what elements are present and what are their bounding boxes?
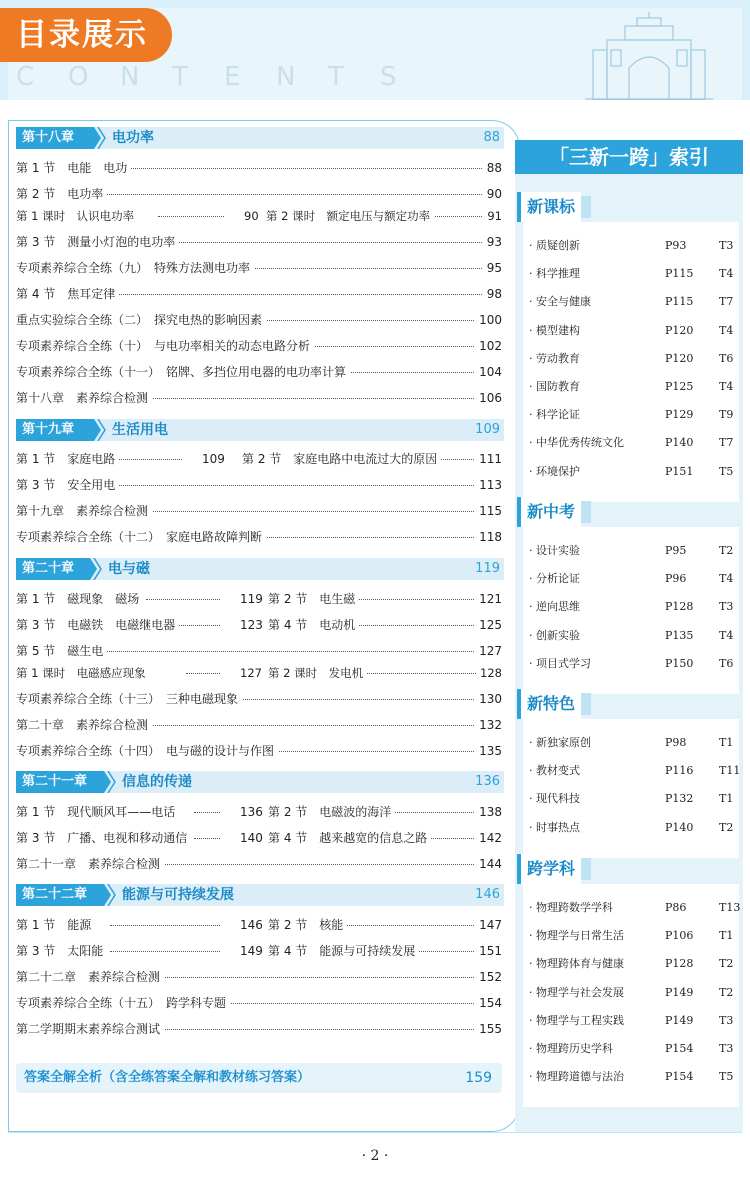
entry-page: 130 [475, 690, 502, 708]
entry-title: 第 1 节 家庭电路 [16, 450, 119, 468]
toc-row[interactable] [16, 742, 504, 760]
index-item-question: T4 [719, 267, 734, 281]
toc-row[interactable] [16, 803, 504, 821]
index-item-name: · 时事热点 [529, 820, 580, 834]
contents-letter: O [68, 62, 89, 92]
entry-page: 93 [483, 233, 502, 251]
entry-page: 123 [236, 616, 263, 634]
entry-page-secondary: 142 [475, 829, 502, 847]
entry-page: 127 [236, 664, 262, 682]
index-item-question: T1 [719, 792, 734, 806]
entry-title: 第 3 节 广播、电视和移动通信 [16, 829, 191, 847]
index-section-label [517, 854, 581, 884]
entry-page-secondary: 147 [475, 916, 502, 934]
entry-page: 144 [475, 855, 502, 873]
index-item-question: T1 [719, 929, 734, 943]
entry-title: 重点实验综合全练（二） 探究电热的影响因素 [16, 311, 266, 329]
index-item-name: · 科学推理 [529, 267, 580, 281]
chapter-heading[interactable] [16, 558, 504, 580]
bottom-divider [8, 1132, 742, 1133]
chevron-right-icon [94, 127, 106, 149]
index-item-page: P140 [665, 436, 694, 450]
index-item-page: P106 [665, 929, 694, 943]
index-item[interactable] [523, 654, 739, 674]
index-item[interactable] [523, 626, 739, 646]
index-item-name: · 物理跨体育与健康 [529, 957, 624, 971]
index-item-page: P96 [665, 572, 687, 586]
index-item-page: P116 [665, 764, 694, 778]
index-item[interactable] [523, 405, 739, 425]
leader-dots [186, 673, 220, 674]
entry-page: 88 [483, 159, 502, 177]
entry-title: 第 1 课时 认识电功率 [16, 207, 138, 225]
entry-page-secondary: 125 [475, 616, 502, 634]
entry-page-secondary: 138 [475, 803, 502, 821]
section-label-text: 新特色 [527, 694, 576, 713]
index-item[interactable] [523, 433, 739, 453]
chapter-page: 88 [483, 130, 500, 145]
index-item[interactable] [523, 789, 739, 809]
index-item-question: T13 [719, 901, 741, 914]
index-item-question: T6 [719, 656, 734, 670]
entry-title-secondary: 第 2 节 核能 [268, 916, 347, 934]
label-decoration [581, 858, 591, 880]
index-item-page: P128 [665, 600, 694, 614]
index-item-page: P120 [665, 323, 694, 337]
entry-title-secondary: 第 2 节 电磁波的海洋 [268, 803, 395, 821]
index-item[interactable] [523, 1039, 739, 1059]
answer-label: 答案全解全析（含全练答案全解和教材练习答案） [24, 1070, 311, 1085]
chapter-tag: 第二十一章 [16, 771, 104, 793]
index-item-page: P149 [665, 1013, 694, 1027]
toc-row[interactable] [16, 476, 504, 494]
index-item-page: P115 [665, 295, 694, 309]
entry-title: 第 1 节 磁现象 磁场 [16, 590, 143, 608]
entry-title: 第 2 节 电功率 [16, 185, 107, 203]
section-label-text: 新课标 [527, 197, 576, 216]
toc-row[interactable] [16, 1020, 504, 1038]
entry-page: 90 [483, 185, 502, 203]
entry-page: 152 [475, 968, 502, 986]
index-item-name: · 劳动教育 [529, 351, 580, 365]
entry-title: 专项素养综合全练（十二） 家庭电路故障判断 [16, 528, 266, 546]
label-decoration [581, 196, 591, 218]
toc-row[interactable] [16, 916, 504, 934]
chapter-page: 119 [475, 561, 500, 576]
entry-page-secondary: 91 [483, 207, 502, 225]
entry-title: 第 3 节 安全用电 [16, 476, 119, 494]
entry-page: 127 [475, 642, 502, 660]
index-item-question: T7 [719, 436, 734, 450]
toc-row[interactable] [16, 855, 504, 873]
contents-letter: C [16, 62, 35, 92]
index-item[interactable] [523, 541, 739, 561]
index-item-question: T6 [719, 351, 734, 365]
entry-title: 第 1 节 能源 [16, 916, 95, 934]
index-item-question: T9 [719, 408, 734, 422]
index-item-page: P150 [665, 656, 694, 670]
entry-page: 106 [475, 389, 502, 407]
toc-row[interactable] [16, 337, 504, 355]
toc-row[interactable] [16, 311, 504, 329]
entry-title-secondary: 第 2 课时 额定电压与额定功率 [266, 207, 434, 225]
index-item[interactable] [523, 1011, 739, 1031]
entry-page: 115 [475, 502, 502, 520]
entry-title: 第 1 课时 电磁感应现象 [16, 664, 150, 682]
index-item-page: P95 [665, 544, 687, 557]
entry-title: 专项素养综合全练（九） 特殊方法测电功率 [16, 259, 254, 277]
index-item-page: P98 [665, 736, 687, 749]
chapter-page: 136 [475, 774, 500, 789]
entry-page: 149 [236, 942, 263, 960]
index-item-question: T3 [719, 600, 734, 614]
index-item-question: T4 [719, 323, 734, 337]
entry-page: 119 [236, 590, 263, 608]
toc-row[interactable] [16, 616, 504, 634]
leader-dots [146, 599, 220, 600]
index-item-page: P151 [665, 464, 694, 478]
index-item-question: T11 [719, 764, 741, 778]
index-item[interactable] [523, 264, 739, 284]
chapter-page: 109 [475, 422, 500, 437]
entry-title: 第 3 节 太阳能 [16, 942, 107, 960]
entry-page-secondary: 121 [475, 590, 502, 608]
chevron-right-icon [94, 419, 106, 441]
chapter-heading[interactable] [16, 771, 504, 793]
index-item-name: · 创新实验 [529, 628, 580, 642]
entry-page: 155 [475, 1020, 502, 1038]
entry-title-secondary: 第 2 节 家庭电路中电流过大的原因 [242, 450, 441, 468]
entry-title: 专项素养综合全练（十四） 电与磁的设计与作图 [16, 742, 278, 760]
chapter-tag: 第二十章 [16, 558, 90, 580]
contents-letter: E [224, 62, 241, 92]
entry-title: 专项素养综合全练（十） 与电功率相关的动态电路分析 [16, 337, 314, 355]
index-panel [515, 140, 743, 1132]
entry-page: 102 [475, 337, 502, 355]
leader-dots [110, 951, 220, 952]
label-decoration [581, 693, 591, 715]
chapter-title: 生活用电 [112, 422, 168, 438]
index-item-question: T2 [719, 957, 734, 971]
index-item-page: P140 [665, 820, 694, 834]
index-item-page: P129 [665, 408, 694, 422]
entry-title: 第十八章 素养综合检测 [16, 389, 152, 407]
index-section-label [517, 497, 581, 527]
leader-dots [110, 925, 220, 926]
index-item-page: P115 [665, 267, 694, 281]
gate-illustration [585, 10, 713, 100]
index-item-name: · 现代科技 [529, 792, 580, 806]
entry-page: 118 [475, 528, 502, 546]
index-item-name: · 模型建构 [529, 323, 580, 337]
section-label-text: 新中考 [527, 502, 576, 521]
entry-page: 100 [475, 311, 502, 329]
index-item-name: · 物理学与日常生活 [529, 929, 624, 943]
index-item-name: · 物理跨道德与法治 [529, 1070, 624, 1084]
entry-page: 113 [475, 476, 502, 494]
toc-row[interactable] [16, 363, 504, 381]
index-item-name: · 科学论证 [529, 408, 580, 422]
entry-title: 专项素养综合全练（十三） 三种电磁现象 [16, 690, 242, 708]
entry-title: 第二学期期末素养综合测试 [16, 1020, 164, 1038]
index-item-question: T3 [719, 239, 734, 252]
entry-page: 132 [475, 716, 502, 734]
index-item-name: · 教材变式 [529, 764, 580, 778]
index-item[interactable] [523, 733, 739, 753]
entry-title-secondary: 第 2 课时 发电机 [268, 664, 367, 682]
index-item[interactable] [523, 292, 739, 312]
toc-row[interactable] [16, 968, 504, 986]
index-item-question: T5 [719, 464, 734, 478]
entry-page: 109 [198, 450, 225, 468]
index-item[interactable] [523, 597, 739, 617]
contents-word [16, 62, 536, 96]
index-item-name: · 分析论证 [529, 572, 580, 586]
contents-letter: T [328, 62, 344, 92]
index-item-question: T5 [719, 1070, 734, 1084]
index-item-page: P154 [665, 1042, 694, 1055]
contents-letter: T [172, 62, 188, 92]
toc-row[interactable] [16, 942, 504, 960]
chapter-page: 146 [475, 887, 500, 902]
index-item-question: T4 [719, 380, 734, 393]
contents-letter: N [120, 62, 140, 92]
toc-row[interactable] [16, 233, 504, 251]
entry-page: 95 [483, 259, 502, 277]
index-item[interactable] [523, 321, 739, 341]
toc-row[interactable] [16, 159, 504, 177]
chevron-right-icon [104, 884, 116, 906]
chapter-title: 电与磁 [108, 561, 150, 577]
chapter-title: 能源与可持续发展 [122, 887, 234, 903]
toc-row[interactable] [16, 664, 504, 682]
entry-title: 第二十一章 素养综合检测 [16, 855, 164, 873]
contents-letter: S [380, 62, 397, 92]
index-item-question: T2 [719, 544, 734, 557]
index-item-name: · 物理学与工程实践 [529, 1013, 624, 1027]
index-item[interactable] [523, 349, 739, 369]
chapter-title: 信息的传递 [122, 774, 192, 790]
entry-page: 154 [475, 994, 502, 1012]
entry-page: 146 [236, 916, 263, 934]
index-item-name: · 国防教育 [529, 380, 580, 393]
index-section-label [517, 192, 581, 222]
index-item-name: · 质疑创新 [529, 239, 580, 252]
index-section-label [517, 689, 581, 719]
toc-row[interactable] [16, 285, 504, 303]
index-item-question: T2 [719, 820, 734, 834]
leader-dots [194, 838, 220, 839]
index-item-question: T1 [719, 736, 734, 749]
index-item-page: P120 [665, 351, 694, 365]
index-item-page: P125 [665, 380, 694, 393]
toc-row[interactable] [16, 207, 504, 225]
section-label-text: 跨学科 [527, 859, 576, 878]
toc-row[interactable] [16, 389, 504, 407]
entry-page-secondary: 128 [476, 664, 502, 682]
index-item-question: T4 [719, 572, 734, 586]
answer-entry[interactable] [16, 1063, 502, 1093]
entry-page: 136 [236, 803, 263, 821]
index-item[interactable] [523, 569, 739, 589]
entry-title-secondary: 第 2 节 电生磁 [268, 590, 359, 608]
index-item[interactable] [523, 462, 739, 482]
entry-title-secondary: 第 4 节 能源与可持续发展 [268, 942, 419, 960]
entry-page: 140 [236, 829, 263, 847]
entry-page-secondary: 111 [475, 450, 502, 468]
index-item[interactable] [523, 983, 739, 1003]
index-item-name: · 物理学与社会发展 [529, 985, 624, 999]
index-title: 「三新一跨」索引 [515, 140, 743, 174]
entry-page: 135 [475, 742, 502, 760]
toc-row[interactable] [16, 590, 504, 608]
index-item-name: · 新独家原创 [529, 736, 591, 749]
index-item[interactable] [523, 926, 739, 946]
chevron-right-icon [90, 558, 102, 580]
page-number: · 2 · [361, 1148, 389, 1164]
leader-dots [158, 216, 224, 217]
chapter-title: 电功率 [112, 130, 154, 146]
entry-title: 第二十二章 素养综合检测 [16, 968, 164, 986]
entry-title: 第十九章 素养综合检测 [16, 502, 152, 520]
entry-title: 第 3 节 电磁铁 电磁继电器 [16, 616, 179, 634]
entry-title: 第 4 节 焦耳定律 [16, 285, 119, 303]
index-item-question: T4 [719, 628, 734, 642]
entry-title-secondary: 第 4 节 越来越宽的信息之路 [268, 829, 431, 847]
index-item-page: P93 [665, 239, 687, 252]
page-title: 目录展示 [0, 8, 172, 62]
leader-dots [118, 459, 182, 460]
entry-title: 专项素养综合全练（十五） 跨学科专题 [16, 994, 230, 1012]
entry-page: 98 [483, 285, 502, 303]
chapter-heading[interactable] [16, 419, 504, 441]
entry-title: 专项素养综合全练（十一） 铭牌、多挡位用电器的电功率计算 [16, 363, 350, 381]
index-item-page: P86 [665, 901, 687, 914]
entry-title: 第 3 节 测量小灯泡的电功率 [16, 233, 179, 251]
entry-title: 第 1 节 现代顺风耳——电话 [16, 803, 179, 821]
toc-row[interactable] [16, 994, 504, 1012]
index-item[interactable] [523, 236, 739, 256]
chapter-tag: 第十八章 [16, 127, 94, 149]
index-item-name: · 中华优秀传统文化 [529, 436, 624, 450]
index-item-page: P135 [665, 628, 694, 642]
index-item-name: · 物理跨历史学科 [529, 1042, 613, 1055]
chevron-right-icon [104, 771, 116, 793]
entry-page: 104 [475, 363, 502, 381]
leader-dots [194, 812, 220, 813]
toc-row[interactable] [16, 642, 504, 660]
index-item[interactable] [523, 818, 739, 838]
index-item-name: · 物理跨数学学科 [529, 901, 613, 914]
index-item-question: T2 [719, 985, 734, 999]
label-decoration [581, 501, 591, 523]
toc-row[interactable] [16, 829, 504, 847]
index-item-question: T3 [719, 1042, 734, 1055]
chapter-tag: 第二十二章 [16, 884, 104, 906]
index-item-page: P132 [665, 792, 694, 806]
chapter-heading[interactable] [16, 884, 504, 906]
toc-row[interactable] [16, 450, 504, 468]
toc-row[interactable] [16, 716, 504, 734]
index-item-name: · 设计实验 [529, 544, 580, 557]
index-item-page: P128 [665, 957, 694, 971]
index-item[interactable] [523, 1067, 739, 1087]
index-item-name: · 项目式学习 [529, 656, 591, 670]
index-item-name: · 逆向思维 [529, 600, 580, 614]
index-item-name: · 环境保护 [529, 464, 580, 478]
contents-letter: N [276, 62, 296, 92]
toc-row[interactable] [16, 528, 504, 546]
index-item[interactable] [523, 377, 739, 397]
index-item-page: P149 [665, 985, 694, 999]
index-item[interactable] [523, 761, 739, 781]
toc-row[interactable] [16, 259, 504, 277]
entry-title: 第 5 节 磁生电 [16, 642, 107, 660]
index-item-page: P154 [665, 1070, 694, 1084]
toc-row[interactable] [16, 690, 504, 708]
entry-page: 90 [240, 207, 259, 225]
index-item-question: T3 [719, 1013, 734, 1027]
entry-title-secondary: 第 4 节 电动机 [268, 616, 359, 634]
chapter-heading[interactable] [16, 127, 504, 149]
index-item[interactable] [523, 954, 739, 974]
chapter-tag: 第十九章 [16, 419, 94, 441]
entry-title: 第二十章 素养综合检测 [16, 716, 152, 734]
index-item-question: T7 [719, 295, 734, 309]
index-item[interactable] [523, 898, 739, 918]
index-item-name: · 安全与健康 [529, 295, 591, 309]
toc-row[interactable] [16, 185, 504, 203]
entry-title: 第 1 节 电能 电功 [16, 159, 131, 177]
answer-page: 159 [465, 1070, 492, 1086]
toc-row[interactable] [16, 502, 504, 520]
entry-page-secondary: 151 [475, 942, 502, 960]
